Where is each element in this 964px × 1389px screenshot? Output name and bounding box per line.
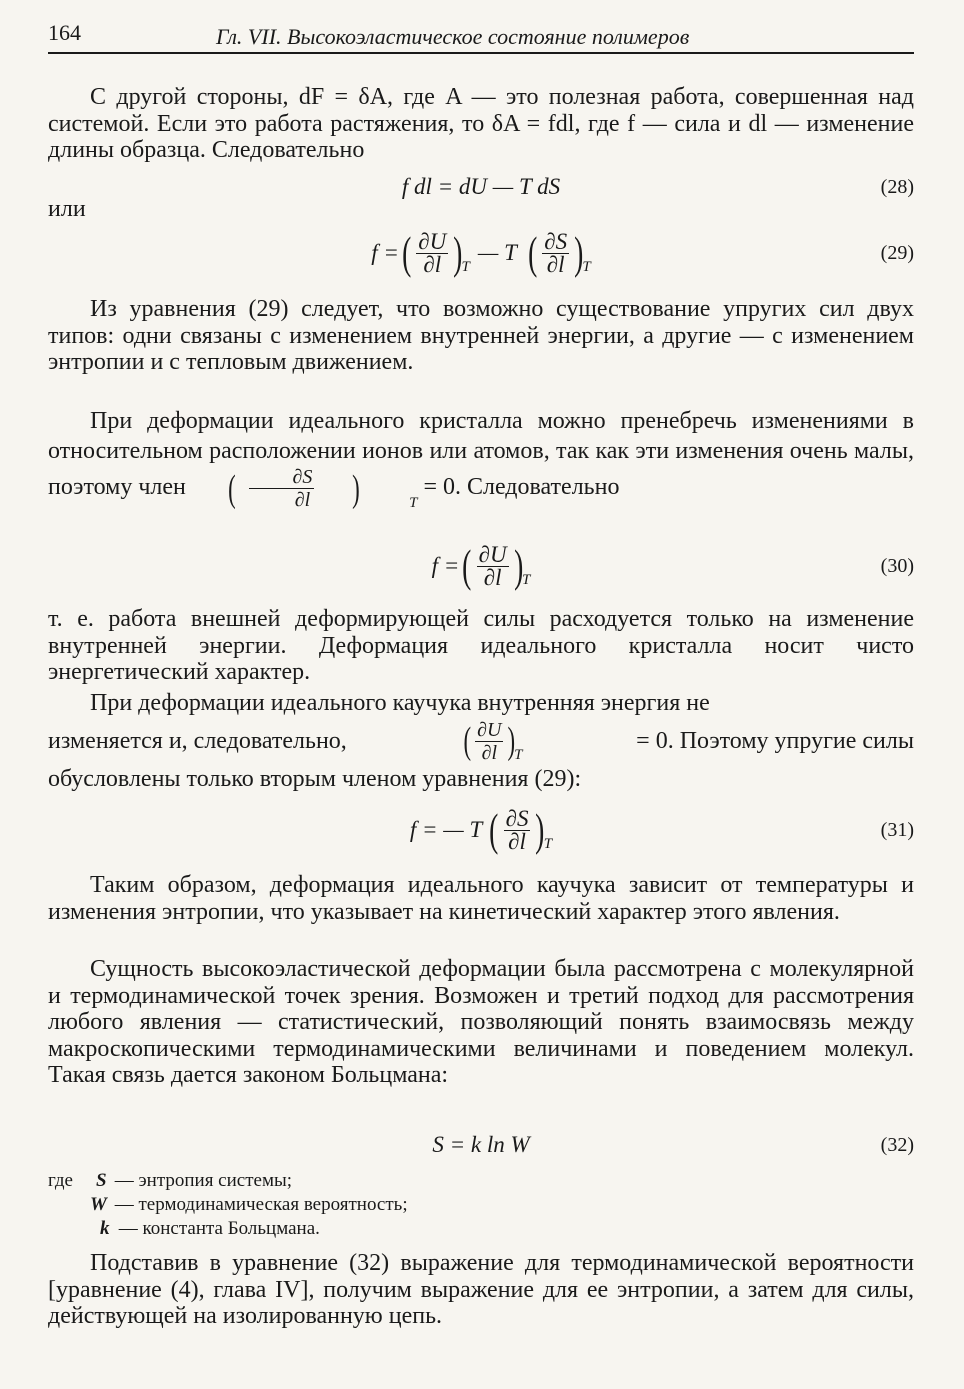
equation-28-number: (28): [880, 175, 914, 198]
paragraph-7: Сущность высокоэластической деформации была рассмотрена с молекулярной и термодинамической точек зрения. Возможен и третий подход для рассмотрения любого явления — статистический, позволяющий понять взаимосвязь между макроскопическими термодинамическими величинами и поведением молекул. Такая связь дается законом Больцмана:: [48, 956, 914, 1088]
numerator: ∂S: [505, 805, 529, 831]
paragraph-6: Таким образом, деформация идеального каучука зависит от температуры и изменения энтропии, что указывает на кинетический характер этого явления.: [48, 872, 914, 925]
paragraph-4: т. е. работа внешней деформирующей силы расходуется только на изменение внутренней энергии. Деформация идеального кристалла носит чисто энергетический характер.: [48, 606, 914, 685]
equation-30-number: (30): [880, 554, 914, 577]
page-number: 164: [48, 20, 81, 45]
inline-term-dU-dl: ( $\frac{\partial U}{\partial l}$ ) T: [461, 719, 523, 764]
equation-31-number: (31): [880, 818, 914, 841]
fraction-dU-dl: [416, 228, 448, 277]
where-text: — энтропия системы;: [114, 1170, 293, 1191]
equation-31: f = — T ( $\frac{\partial S}{\partial l}$ ) T (31): [409, 804, 914, 855]
paragraph-3-tail: = 0. Следовательно: [423, 474, 620, 501]
paragraph-5-post: = 0. Поэтому упругие силы: [636, 727, 914, 754]
where-text: — термодинамическая вероятность;: [114, 1194, 408, 1215]
denominator: ∂l: [481, 741, 498, 764]
equation-28: [48, 172, 914, 202]
subscript-T: T: [514, 746, 523, 763]
denominator-2: ∂l: [546, 251, 565, 277]
equation-32-number: (32): [880, 1133, 914, 1156]
where-symbol: k: [100, 1218, 110, 1239]
fraction-dS-dl: [504, 805, 531, 854]
equation-31-lhs: f = — T: [409, 817, 483, 842]
numerator: ∂U: [418, 228, 447, 254]
where-item: [90, 1192, 408, 1217]
equation-29-number: (29): [880, 241, 914, 264]
paren-close: ): [453, 227, 463, 278]
fraction-dU-dl: [477, 541, 509, 590]
denominator: ∂l: [294, 489, 311, 511]
subscript-T-2: T: [582, 258, 591, 275]
where-label: где: [48, 1170, 73, 1191]
equation-28-expr: f dl = dU — T dS: [401, 174, 561, 199]
denominator: ∂l: [508, 828, 526, 854]
where-symbol: S: [96, 1170, 107, 1191]
paren-close-2: ): [574, 227, 584, 278]
running-title: Гл. VII. Высокоэластическое состояние полимеров: [216, 24, 690, 49]
paragraph-3: [48, 406, 914, 511]
paren-open-2: (: [527, 227, 538, 278]
numerator-2: ∂S: [544, 228, 568, 254]
denominator: ∂l: [423, 251, 442, 277]
subscript-T: T: [409, 494, 418, 511]
numerator: ∂U: [477, 718, 502, 741]
equation-29-lhs: f =: [371, 240, 399, 265]
equation-29: [48, 224, 914, 282]
paren-open: (: [401, 227, 412, 278]
inline-term-dS-dl: ( $\frac{\partial S}{\partial l}$ ) T: [192, 466, 418, 511]
equation-32: [48, 1128, 914, 1162]
paragraph-2: Из уравнения (29) следует, что возможно существование упругих сил двух типов: одни связаны с изменением внутренней энергии, а другие — с изменением энтропии и с тепловым движением.: [48, 296, 914, 375]
denominator: ∂l: [483, 564, 502, 590]
page-header: [48, 18, 914, 54]
paragraph-1: С другой стороны, dF = δA, где A — это полезная работа, совершенная над системой. Если это работа растяжения, то δA = fdl, где f — сила и dl — изменение длины образца. Следовательно: [48, 84, 914, 163]
equation-30-lhs: f =: [431, 553, 460, 578]
fraction-dS-dl: [542, 228, 569, 277]
equation-29-mid: — T: [477, 240, 517, 265]
where-item: [100, 1216, 320, 1241]
subscript-T: T: [461, 258, 470, 275]
paragraph-5-line-1: При деформации идеального каучука внутренняя энергия не: [90, 690, 710, 716]
numerator: ∂U: [478, 541, 507, 567]
where-item: [96, 1168, 292, 1193]
paragraph-5-line-3: обусловлены только вторым членом уравнения (29):: [48, 766, 582, 792]
subscript-T: T: [543, 835, 553, 852]
subscript-T: T: [521, 571, 531, 588]
paragraph-3-text: При деформации идеального кристалла можно пренебречь изменениями в относительном расположении ионов или атомов, так как эти изменения очень малы, поэтому член: [48, 408, 914, 501]
equation-32-expr: S = k ln W: [432, 1132, 530, 1157]
paragraph-8: Подставив в уравнение (32) выражение для термодинамической вероятности [уравнение (4), глава IV], получим выражение для ее энтропии, а затем для силы, действующей на изолированную цепь.: [48, 1250, 914, 1329]
paragraph-5-pre: изменяется и, следовательно,: [48, 727, 347, 754]
numerator: ∂S: [249, 466, 315, 489]
equation-30: f = ( $\frac{\partial U}{\partial l}$ ) T (30): [431, 540, 914, 591]
word-or: или: [48, 196, 86, 222]
where-symbol: W: [90, 1194, 107, 1215]
paragraph-5-line-2: [48, 716, 914, 766]
where-text: — константа Больцмана.: [118, 1218, 320, 1239]
